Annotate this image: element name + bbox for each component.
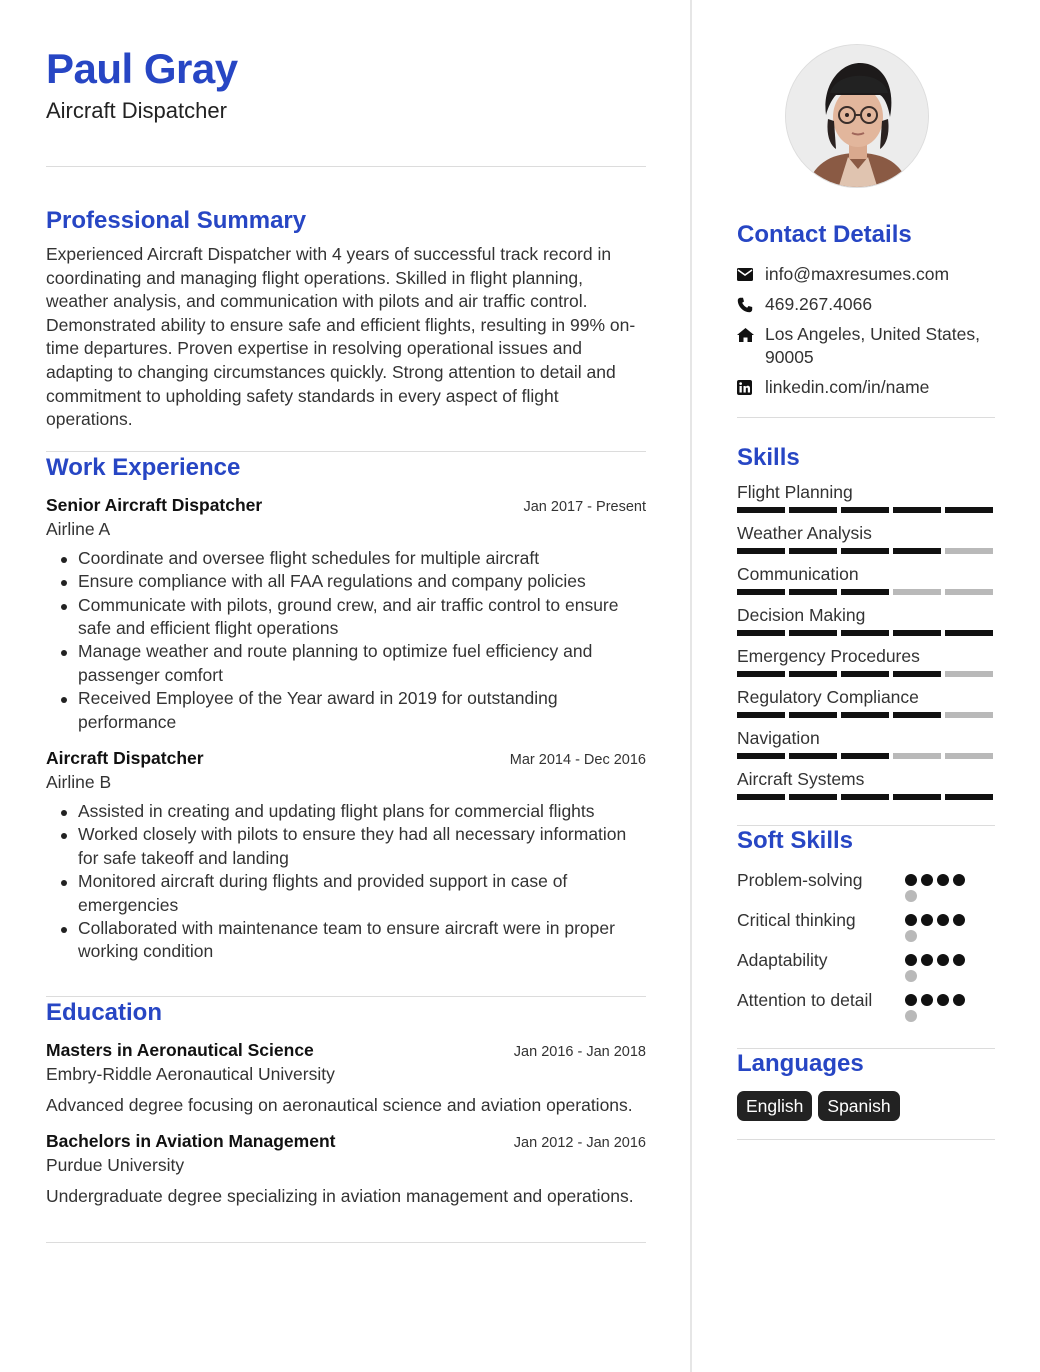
soft-skills-list: [737, 868, 995, 1022]
skill-item: [737, 563, 995, 595]
soft-skill-dot: [937, 994, 949, 1006]
avatar-portrait: [786, 45, 929, 188]
skill-level-segment: [737, 589, 785, 595]
list-item: Worked closely with pilots to ensure they had all necessary information for safe takeoff and landing: [46, 823, 646, 870]
school-name: Embry-Riddle Aeronautical University: [46, 1063, 335, 1084]
languages-section: [737, 1049, 995, 1121]
skill-item: [737, 604, 995, 636]
skill-level-segment: [841, 794, 889, 800]
soft-skill-name: Problem-solving: [737, 870, 863, 890]
soft-skill-item: [737, 868, 995, 902]
main-column: [46, 44, 646, 1243]
skill-level-segment: [789, 712, 837, 718]
skill-level-segment: [737, 794, 785, 800]
list-item: Assisted in creating and updating flight plans for commercial flights: [46, 800, 646, 823]
experience-section: [46, 453, 646, 964]
avatar: [785, 44, 929, 188]
education-section: [46, 998, 646, 1209]
skills-heading: Skills: [737, 444, 800, 471]
job-entry: [46, 493, 646, 734]
skill-item: [737, 645, 995, 677]
home-icon: [737, 323, 765, 346]
linkedin-icon: [737, 376, 765, 399]
skill-name: Communication: [737, 564, 859, 584]
soft-skills-heading: Soft Skills: [737, 827, 854, 854]
skill-level-segment: [841, 753, 889, 759]
summary-text: Experienced Aircraft Dispatcher with 4 years of successful track record in coordinating and managing flight operations. Skilled in flight planning, weather analysis, and communication with pilots and air traffic control. Demonstrated ability to ensure safe and efficient flights, resulting in 99% on-time departures. Proven expertise in resolving operational issues and adapting to changing circumstances quickly. Strong attention to detail and commitment to upholding safety standards in every aspect of flight operations.: [46, 244, 636, 430]
candidate-name: Paul Gray: [46, 45, 238, 92]
education-entry: [46, 1129, 646, 1209]
skill-level-segment: [893, 507, 941, 513]
job-company: Airline A: [46, 518, 111, 539]
soft-skill-level-dots: [905, 874, 975, 902]
column-divider: [690, 0, 692, 1372]
soft-skill-item: [737, 948, 995, 982]
soft-skill-dot: [953, 994, 965, 1006]
skill-level-bar: [737, 548, 993, 554]
phone-text[interactable]: 469.267.4066: [765, 294, 873, 314]
skill-level-bar: [737, 671, 993, 677]
skill-item: [737, 481, 995, 513]
job-entry: [46, 746, 646, 964]
skill-level-segment: [893, 794, 941, 800]
job-bullets: [46, 800, 646, 964]
education-date: Jan 2016 - Jan 2018: [513, 1043, 646, 1060]
soft-skill-dot: [905, 930, 917, 942]
contact-linkedin: [737, 376, 995, 399]
contact-divider: [737, 417, 995, 418]
contact-address: [737, 323, 995, 369]
skill-level-segment: [945, 507, 993, 513]
job-company: Airline B: [46, 772, 112, 792]
language-pill-spanish: Spanish: [818, 1091, 899, 1121]
experience-divider: [46, 996, 646, 997]
skill-level-segment: [841, 548, 889, 554]
skill-level-segment: [893, 630, 941, 636]
education-heading: Education: [46, 998, 163, 1026]
skill-level-segment: [789, 589, 837, 595]
summary-section: [46, 206, 646, 432]
contact-section: [737, 220, 995, 399]
education-divider: [46, 1242, 646, 1243]
skill-name: Navigation: [737, 728, 820, 748]
skill-level-bar: [737, 507, 993, 513]
education-desc: Advanced degree focusing on aeronautical science and aviation operations.: [46, 1094, 633, 1115]
skill-item: [737, 686, 995, 718]
header-divider: [46, 166, 646, 167]
contact-phone: [737, 293, 995, 316]
skill-level-segment: [737, 671, 785, 677]
soft-skill-item: [737, 908, 995, 942]
list-item: Communicate with pilots, ground crew, and air traffic control to ensure safe and efficient flight operations: [46, 594, 646, 641]
job-date: Jan 2017 - Present: [523, 498, 646, 515]
languages-heading: Languages: [737, 1050, 864, 1077]
skill-level-segment: [737, 507, 785, 513]
soft-skill-dot: [905, 874, 917, 886]
list-item: Coordinate and oversee flight schedules for multiple aircraft: [46, 547, 646, 570]
skill-name: Weather Analysis: [737, 523, 872, 543]
skill-level-segment: [893, 589, 941, 595]
skill-name: Decision Making: [737, 605, 866, 625]
list-item: Collaborated with maintenance team to ensure aircraft were in proper working condition: [46, 917, 646, 964]
skill-level-segment: [789, 507, 837, 513]
skill-level-segment: [789, 753, 837, 759]
phone-icon: [737, 293, 765, 316]
skill-level-segment: [893, 753, 941, 759]
skill-item: [737, 768, 995, 800]
soft-skill-dot: [905, 970, 917, 982]
experience-heading: Work Experience: [46, 453, 241, 481]
skill-level-segment: [893, 671, 941, 677]
skill-level-segment: [945, 712, 993, 718]
soft-skill-item: [737, 988, 995, 1022]
soft-skills-section: [737, 826, 995, 1022]
soft-skill-dot: [953, 954, 965, 966]
skill-level-segment: [945, 548, 993, 554]
skill-level-segment: [945, 589, 993, 595]
skill-item: [737, 727, 995, 759]
soft-skill-name: Critical thinking: [737, 910, 856, 930]
job-bullets: [46, 547, 646, 734]
list-item: Monitored aircraft during flights and provided support in case of emergencies: [46, 870, 646, 917]
education-entry: [46, 1038, 646, 1118]
soft-skill-dot: [937, 874, 949, 886]
job-date: Mar 2014 - Dec 2016: [509, 752, 646, 768]
skill-level-bar: [737, 589, 993, 595]
soft-skill-dot: [921, 994, 933, 1006]
skill-level-segment: [841, 712, 889, 718]
soft-skill-name: Adaptability: [737, 950, 828, 970]
skill-name: Flight Planning: [737, 482, 853, 502]
skill-level-segment: [945, 630, 993, 636]
linkedin-text[interactable]: linkedin.com/in/name: [765, 377, 930, 397]
skill-name: Regulatory Compliance: [737, 687, 919, 707]
skill-level-segment: [945, 794, 993, 800]
list-item: Received Employee of the Year award in 2019 for outstanding performance: [46, 687, 646, 734]
skill-level-segment: [841, 589, 889, 595]
skill-level-bar: [737, 630, 993, 636]
soft-skill-dot: [921, 914, 933, 926]
language-pills: [737, 1091, 995, 1121]
language-pill-english: English: [737, 1091, 812, 1121]
skill-level-segment: [841, 630, 889, 636]
soft-skill-dot: [905, 890, 917, 902]
soft-skill-dot: [953, 874, 965, 886]
soft-skill-name: Attention to detail: [737, 990, 873, 1010]
job-title: Senior Aircraft Dispatcher: [46, 494, 263, 515]
education-date: Jan 2012 - Jan 2016: [513, 1135, 646, 1152]
envelope-icon: [737, 263, 765, 286]
soft-skill-dot: [937, 914, 949, 926]
skill-level-segment: [945, 671, 993, 677]
soft-skill-dot: [953, 914, 965, 926]
soft-skill-level-dots: [905, 914, 975, 942]
list-item: Manage weather and route planning to optimize fuel efficiency and passenger comfort: [46, 640, 646, 687]
languages-divider: [737, 1139, 995, 1140]
skill-level-segment: [737, 548, 785, 554]
skills-list: [737, 481, 995, 800]
skill-level-bar: [737, 794, 993, 800]
skills-section: [737, 443, 995, 800]
skill-level-segment: [737, 753, 785, 759]
skill-level-bar: [737, 712, 993, 718]
contact-heading: Contact Details: [737, 221, 912, 248]
job-title: Aircraft Dispatcher: [46, 748, 204, 768]
contact-email: [737, 263, 995, 286]
skill-level-segment: [737, 712, 785, 718]
skill-level-segment: [945, 753, 993, 759]
skill-level-segment: [841, 671, 889, 677]
skill-name: Emergency Procedures: [737, 646, 920, 666]
soft-skill-dot: [905, 994, 917, 1006]
soft-skill-dot: [905, 1010, 917, 1022]
address-text: Los Angeles, United States, 90005: [765, 324, 980, 367]
skill-name: Aircraft Systems: [737, 769, 865, 789]
summary-divider: [46, 451, 646, 452]
education-desc: Undergraduate degree specializing in aviation management and operations.: [46, 1186, 634, 1207]
sidebar-column: [737, 44, 995, 1140]
soft-skill-dot: [921, 874, 933, 886]
skill-level-segment: [789, 548, 837, 554]
soft-skill-dot: [937, 954, 949, 966]
skill-level-segment: [893, 548, 941, 554]
degree-title: Bachelors in Aviation Management: [46, 1131, 336, 1152]
candidate-title: Aircraft Dispatcher: [46, 98, 227, 123]
list-item: Ensure compliance with all FAA regulations and company policies: [46, 570, 646, 593]
skill-level-segment: [893, 712, 941, 718]
school-name: Purdue University: [46, 1155, 185, 1176]
soft-skill-dot: [905, 954, 917, 966]
degree-title: Masters in Aeronautical Science: [46, 1039, 314, 1060]
soft-skill-level-dots: [905, 994, 975, 1022]
soft-skill-dot: [905, 914, 917, 926]
skill-item: [737, 522, 995, 554]
skill-level-segment: [789, 794, 837, 800]
soft-skill-dot: [921, 954, 933, 966]
email-text[interactable]: info@maxresumes.com: [765, 264, 950, 284]
skill-level-segment: [789, 671, 837, 677]
skill-level-segment: [737, 630, 785, 636]
summary-heading: Professional Summary: [46, 207, 307, 234]
skill-level-bar: [737, 753, 993, 759]
skill-level-segment: [789, 630, 837, 636]
skill-level-segment: [841, 507, 889, 513]
soft-skill-level-dots: [905, 954, 975, 982]
